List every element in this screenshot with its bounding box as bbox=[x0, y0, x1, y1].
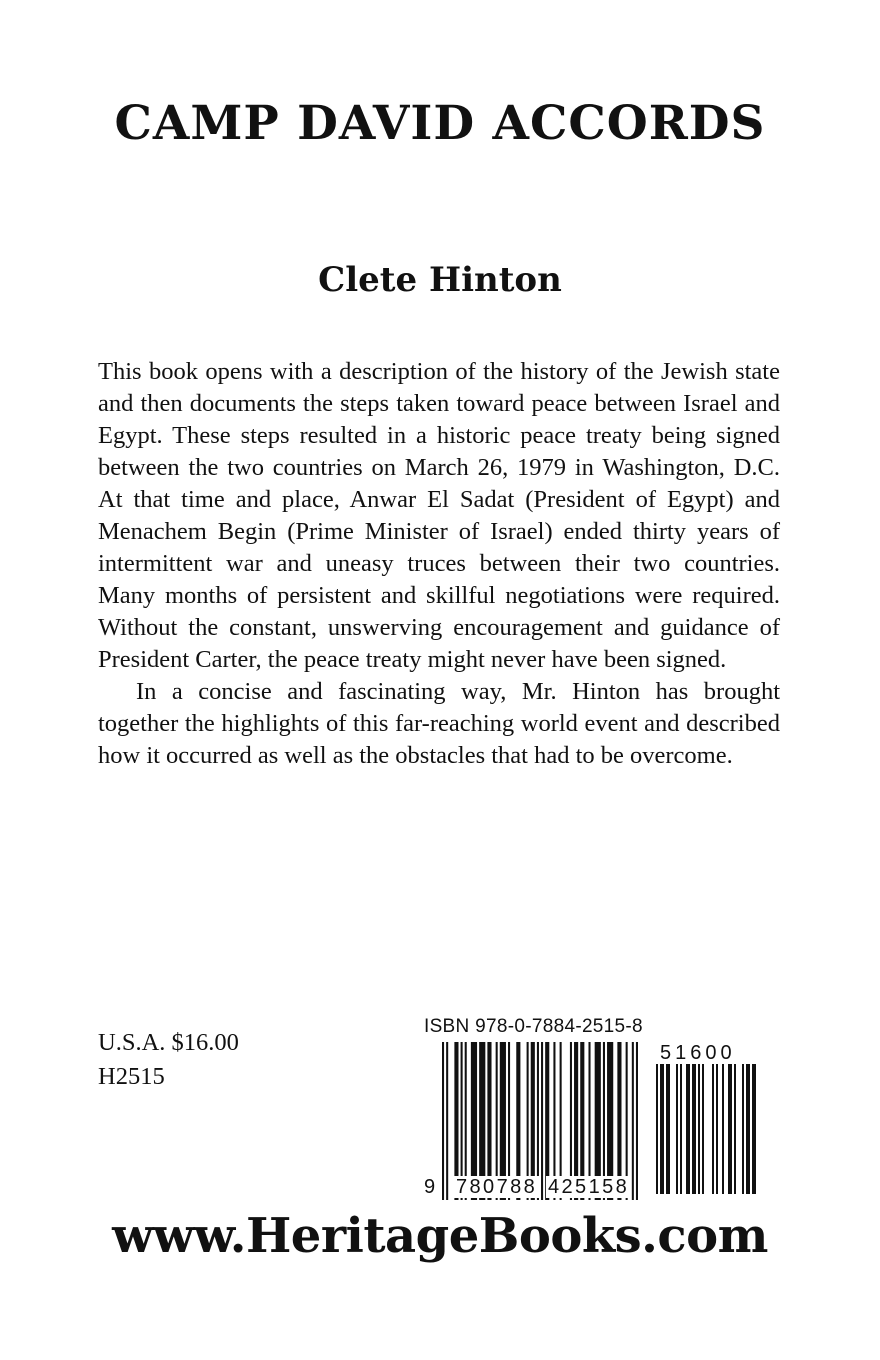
price-addon-barcode-bars bbox=[656, 1064, 756, 1194]
barcode-bar bbox=[716, 1064, 718, 1194]
barcode-bar bbox=[752, 1064, 756, 1194]
description-paragraph-1: This book opens with a description of the history of the Jewish state and then documents the steps taken toward peace between Israel and Egypt. These steps resulted in a historic peace treaty being signed between the two countries on March 26, 1979 in Washington, D.C. At that time and place, Anwar El Sadat (President of Egypt) and Menachem Begin (Prime Minister of Israel) ended thirty years of intermittent war and uneasy truces between their two countries. Many months of persistent and skillful negotiations were required. Without the constant, unswerving encouragement and guidance of President Carter, the peace treaty might never have been signed. bbox=[98, 358, 780, 673]
book-title: CAMP DAVID ACCORDS bbox=[114, 96, 766, 151]
barcode-bar bbox=[702, 1064, 704, 1194]
price-block bbox=[98, 1026, 239, 1094]
barcode-bar bbox=[742, 1064, 744, 1194]
publisher-website: www.HeritageBooks.com bbox=[112, 1208, 768, 1264]
isbn-barcode bbox=[420, 1016, 765, 1196]
barcode-bar bbox=[712, 1064, 714, 1194]
barcode-bar bbox=[442, 1042, 444, 1200]
barcode-bar bbox=[722, 1064, 724, 1194]
barcode-bar bbox=[541, 1042, 543, 1200]
barcode-bar bbox=[686, 1064, 690, 1194]
barcode-bar bbox=[632, 1042, 634, 1200]
product-code: H2515 bbox=[98, 1063, 165, 1090]
barcode-first-digit: 9 bbox=[424, 1176, 436, 1198]
isbn-label: ISBN 978-0-7884-2515-8 bbox=[424, 1016, 643, 1037]
barcode-bar bbox=[746, 1064, 750, 1194]
barcode-bar bbox=[656, 1064, 658, 1194]
barcode-bar bbox=[676, 1064, 678, 1194]
barcode-bar bbox=[692, 1064, 696, 1194]
author-name: Clete Hinton bbox=[318, 260, 562, 300]
book-description bbox=[98, 356, 780, 772]
barcode-bar bbox=[660, 1064, 664, 1194]
barcode-bar bbox=[666, 1064, 670, 1194]
barcode-right-digits: 425158 bbox=[548, 1176, 630, 1198]
description-paragraph-2: In a concise and fascinating way, Mr. Hinton has brought together the highlights of this far-reaching world event and described how it occurred as well as the obstacles that had to be overcome. bbox=[98, 678, 780, 769]
barcode-bar bbox=[680, 1064, 682, 1194]
price-label: U.S.A. $16.00 bbox=[98, 1029, 239, 1056]
barcode-bar bbox=[698, 1064, 700, 1194]
barcode-bar bbox=[734, 1064, 736, 1194]
barcode-bar bbox=[446, 1042, 448, 1200]
barcode-bar bbox=[636, 1042, 638, 1200]
barcode-price-code: 51600 bbox=[660, 1042, 736, 1064]
barcode-left-digits: 780788 bbox=[456, 1176, 538, 1198]
barcode-bar bbox=[728, 1064, 732, 1194]
